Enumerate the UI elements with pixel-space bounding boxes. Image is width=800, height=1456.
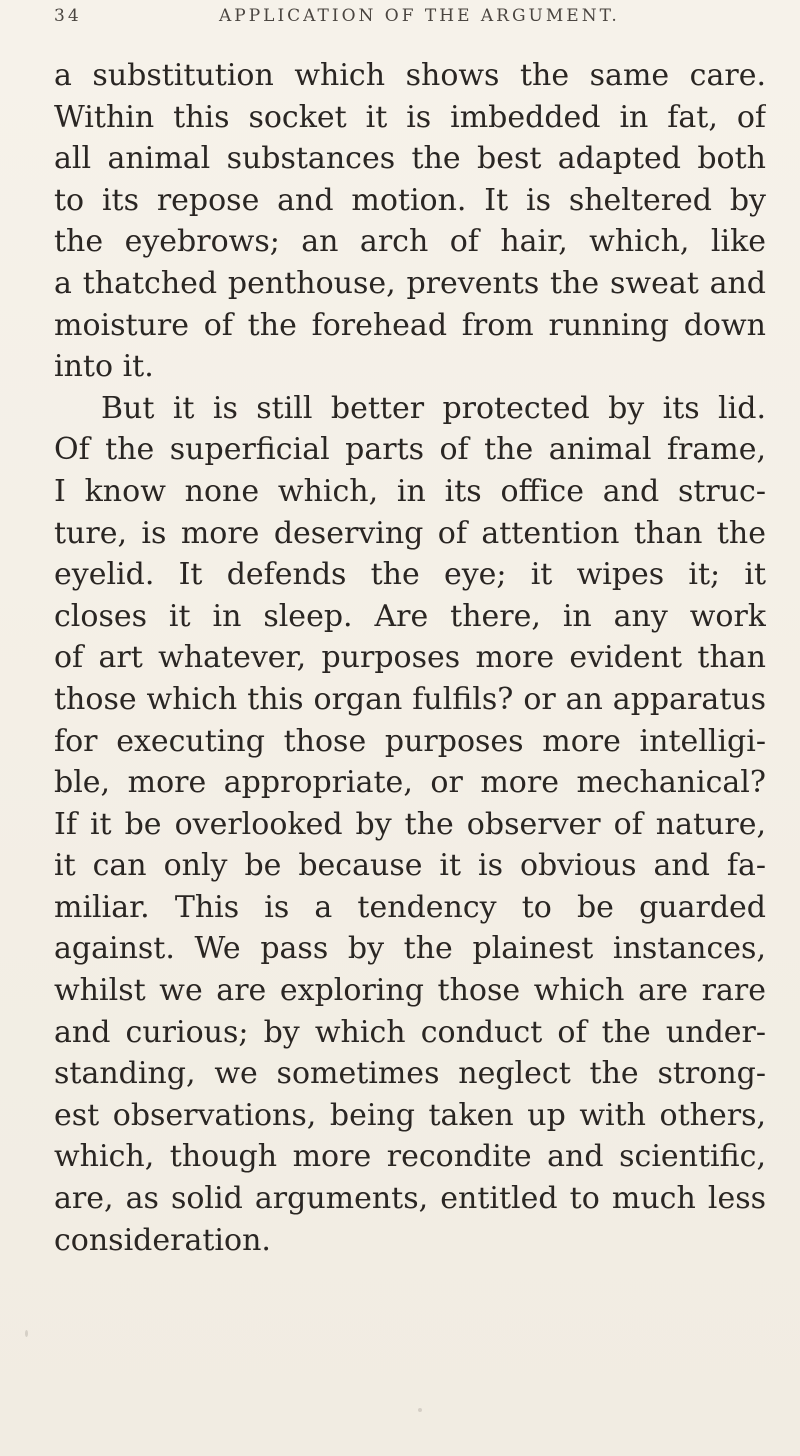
text-line: Of the superficial parts of the animal frame, xyxy=(54,432,766,468)
text-line: miliar. This is a tendency to be guarded xyxy=(54,889,766,925)
text-line: it can only be because it is obvious and fa- xyxy=(54,848,766,884)
text-line: ble, more appropriate, or more mechanical? xyxy=(54,765,766,801)
text-line: moisture of the forehead from running down xyxy=(54,307,766,343)
paper-speck xyxy=(418,1408,422,1412)
text-line: into it. xyxy=(54,349,154,385)
text-line: the eyebrows; an arch of hair, which, like xyxy=(54,224,766,260)
text-line: of art whatever, purposes more evident than xyxy=(54,640,766,676)
running-title: APPLICATION OF THE ARGUMENT. xyxy=(219,6,620,26)
text-line: which, though more recondite and scientific, xyxy=(54,1139,766,1175)
text-line: I know none which, in its office and struc- xyxy=(54,473,766,509)
text-line: a substitution which shows the same care. xyxy=(54,58,766,93)
text-line: eyelid. It defends the eye; it wipes it; it xyxy=(54,557,766,593)
text-line: est observations, being taken up with others, xyxy=(54,1097,766,1133)
paragraph-1 xyxy=(54,55,766,388)
text-line: for executing those purposes more intelligi- xyxy=(54,723,766,759)
paragraph-2 xyxy=(54,388,766,1261)
text-line: whilst we are exploring those which are rare xyxy=(54,973,766,1009)
text-line: those which this organ fulfils? or an apparatus xyxy=(54,681,766,717)
paper-speck xyxy=(25,1330,28,1337)
text-line: standing, we sometimes neglect the strong- xyxy=(54,1056,766,1092)
text-line: Within this socket it is imbedded in fat, of xyxy=(54,99,766,135)
text-line: ture, is more deserving of attention than the xyxy=(54,515,766,551)
text-line: But it is still better protected by its lid. xyxy=(101,390,766,426)
text-line: to its repose and motion. It is sheltered by xyxy=(54,182,766,218)
text-line: If it be overlooked by the observer of nature, xyxy=(54,806,766,842)
page-number: 34 xyxy=(54,6,82,26)
text-line: a thatched penthouse, prevents the sweat and xyxy=(54,265,766,301)
running-head xyxy=(54,6,754,36)
text-line: against. We pass by the plainest instances, xyxy=(54,931,766,967)
text-line: closes it in sleep. Are there, in any work xyxy=(54,598,766,634)
text-line: all animal substances the best adapted both xyxy=(54,141,766,177)
text-line: are, as solid arguments, entitled to much less xyxy=(54,1181,766,1217)
text-line: and curious; by which conduct of the under- xyxy=(54,1014,766,1050)
body-text xyxy=(54,55,766,1261)
text-line: consideration. xyxy=(54,1222,271,1258)
